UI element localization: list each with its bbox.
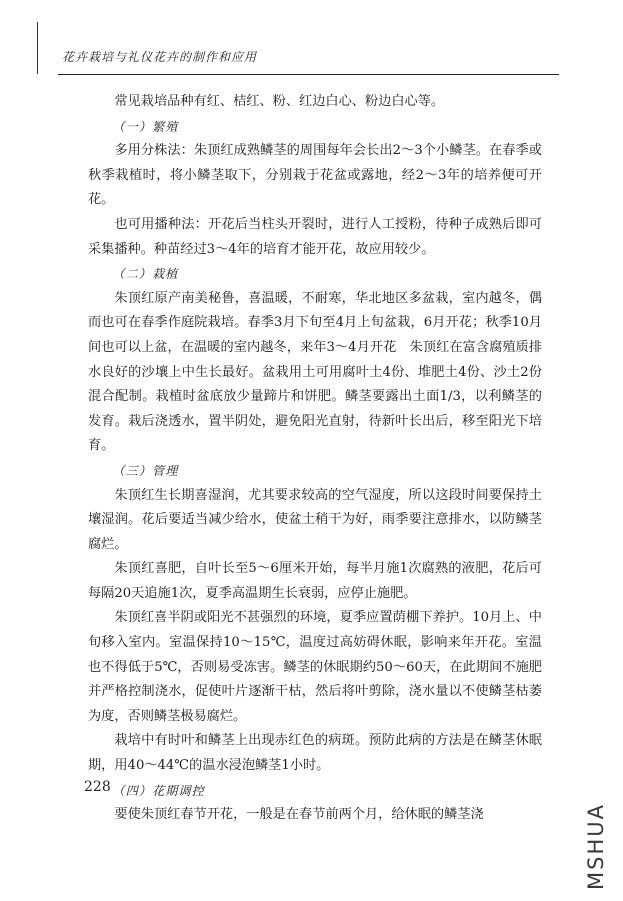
header-rule [58, 74, 559, 75]
paragraph: 朱顶红喜肥，自叶长至5～6厘米开始，每半月施1次腐熟的液肥，花后可每隔20天追施1次，夏季高温期生长衰弱，应停止施肥。 [88, 561, 542, 601]
section-heading-management: （三）管理 [112, 463, 179, 478]
paragraph: 常见栽培品种有红、桔红、粉、红边白心、粉边白心等。 [114, 94, 445, 109]
paragraph: 栽培中有时叶和鳞茎上出现赤红色的病斑。预防此病的方法是在鳞茎休眠期，用40～44℃的温水浸泡鳞茎1小时。 [88, 733, 542, 774]
section-heading-propagation: （一）繁殖 [112, 119, 179, 134]
margin-rule [37, 22, 38, 74]
section-heading-flowering-control: （四）花期调控 [112, 783, 205, 798]
paragraph: 朱顶红喜半阴或阳光不甚强烈的环境，夏季应置荫棚下养护。10月上、中旬移入室内。室温保持10～15℃，温度过高妨碍休眠，影响来年开花。室温也不得低于5℃，否则易受冻害。鳞茎的休眠期约50～60天，在此期间不施肥并严格控制浇水，促使叶片逐渐干枯，然后将叶剪除，浇水量以不使鳞茎枯萎为度，否则鳞茎极易腐烂。 [88, 610, 542, 724]
page-body [88, 90, 542, 828]
paragraph: 多用分株法：朱顶红成熟鳞茎的周围每年会长出2～3个小鳞茎。在春季或秋季栽植时，将小鳞茎取下，分别栽于花盆或露地，经2～3年的培养便可开花。 [88, 143, 542, 208]
page-number: 228 [84, 779, 111, 795]
paragraph: 朱顶红生长期喜湿润，尤其要求较高的空气湿度，所以这段时间要保持土壤湿润。花后要适当减少给水，使盆土稍干为好，雨季要注意排水，以防鳞茎腐烂。 [88, 487, 542, 552]
running-header: 花卉栽培与礼仪花卉的制作和应用 [62, 50, 258, 64]
watermark: MSHUA [584, 803, 608, 890]
paragraph: 朱顶红原产南美秘鲁，喜温暖，不耐寒，华北地区多盆栽，室内越冬，偶而也可在春季作庭院栽培。春季3月下旬至4月上旬盆栽，6月开花；秋季10月间也可以上盆，在温暖的室内越冬，来年3～4月开花 朱顶红在富含腐殖质排水良好的沙壤上中生长最好。盆栽用土可用腐叶土4份、堆肥土4份、沙土2份混合配制。栽植时盆底放少量蹄片和饼肥。鳞茎要露出土面1/3，以利鳞茎的发育。栽后浇透水，置半阴处，避免阳光直射，待新叶长出后，移至阳光下培育。 [88, 290, 542, 454]
paragraph: 也可用播种法：开花后当柱头开裂时，进行人工授粉，待种子成熟后即可采集播种。种苗经过3～4年的培育才能开花，故应用较少。 [88, 216, 542, 257]
section-heading-planting: （二）栽植 [112, 267, 179, 282]
paragraph: 要使朱顶红春节开花，一般是在春节前两个月，给休眠的鳞茎浇 [114, 807, 484, 823]
